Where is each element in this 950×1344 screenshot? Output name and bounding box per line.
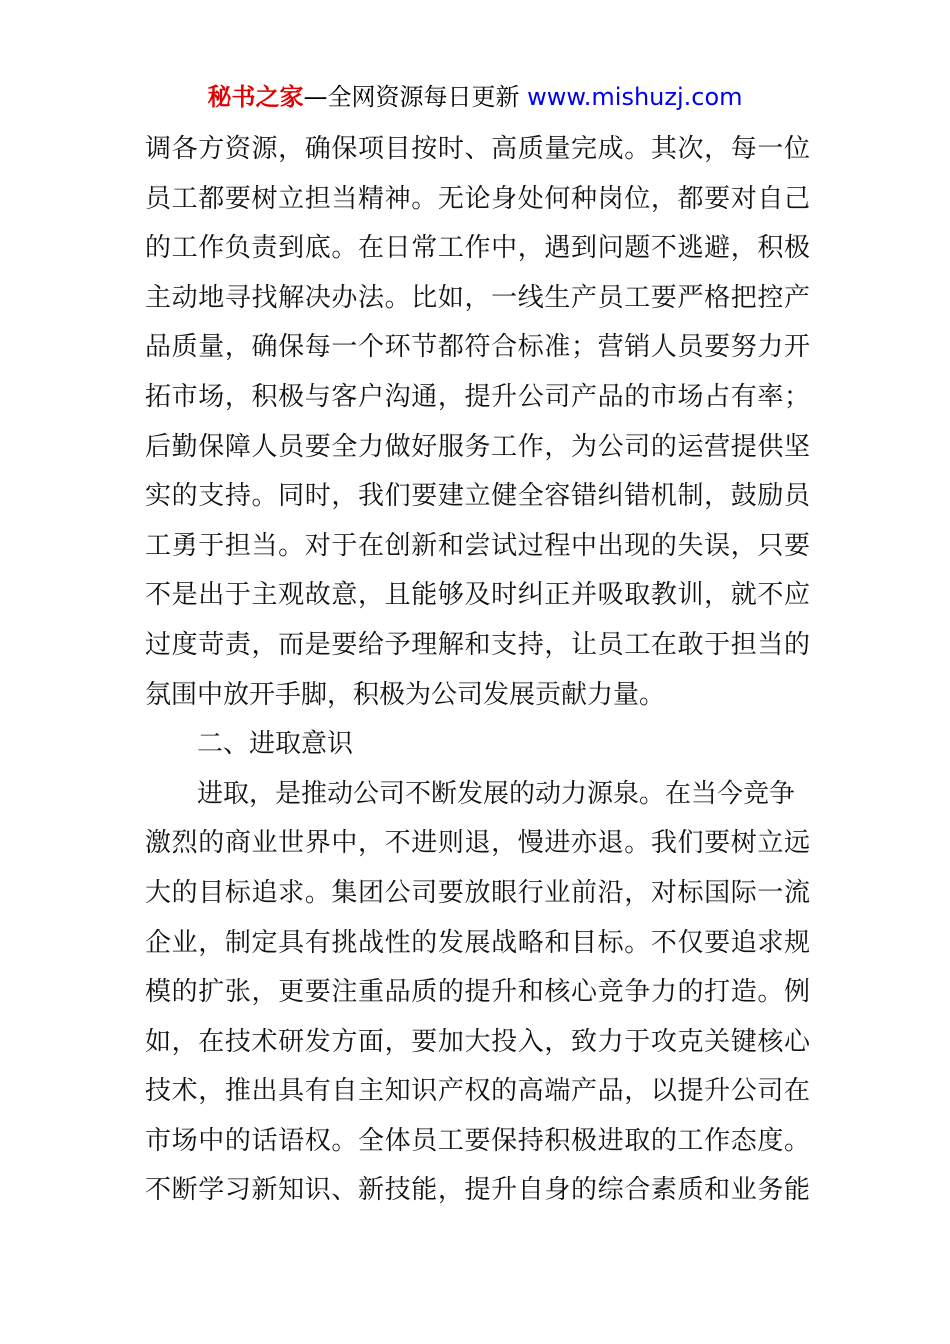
body-text xyxy=(145,125,810,1216)
text-line: 企业，制定具有挑战性的发展战略和目标。不仅要追求规 xyxy=(145,927,810,958)
text-line: 进取，是推动公司不断发展的动力源泉。在当今竞争 xyxy=(197,778,796,809)
text-line: 模的扩张，更要注重品质的提升和核心竞争力的打造。例 xyxy=(145,977,810,1008)
text-line: 市场中的话语权。全体员工要保持积极进取的工作态度。 xyxy=(145,1125,810,1156)
section-heading: 二、进取意识 xyxy=(197,729,354,760)
header-tagline: —全网资源每日更新 xyxy=(303,83,528,111)
text-line: 工勇于担当。对于在创新和尝试过程中出现的失误，只要 xyxy=(145,530,810,561)
page-header xyxy=(0,80,950,114)
text-line: 后勤保障人员要全力做好服务工作，为公司的运营提供坚 xyxy=(145,431,810,462)
text-line: 不断学习新知识、新技能，提升自身的综合素质和业务能 xyxy=(145,1175,810,1206)
text-line: 大的目标追求。集团公司要放眼行业前沿，对标国际一流 xyxy=(145,877,810,908)
text-line: 不是出于主观故意，且能够及时纠正并吸取教训，就不应 xyxy=(145,580,810,611)
text-line: 如，在技术研发方面，要加大投入，致力于攻克关键核心 xyxy=(145,1026,810,1057)
text-line: 调各方资源，确保项目按时、高质量完成。其次，每一位 xyxy=(145,134,810,164)
text-line: 实的支持。同时，我们要建立健全容错纠错机制，鼓励员 xyxy=(145,481,810,512)
text-line: 员工都要树立担当精神。无论身处何种岗位，都要对自己 xyxy=(145,183,810,214)
text-line: 激烈的商业世界中，不进则退，慢进亦退。我们要树立远 xyxy=(145,828,810,859)
text-line: 过度苛责，而是要给予理解和支持，让员工在敢于担当的 xyxy=(145,629,810,660)
site-url: www.mishuzj.com xyxy=(527,83,743,111)
text-line: 的工作负责到底。在日常工作中，遇到问题不逃避，积极 xyxy=(145,233,810,264)
brand-name: 秘书之家 xyxy=(207,83,304,111)
text-line: 技术，推出具有自主知识产权的高端产品，以提升公司在 xyxy=(145,1076,810,1107)
text-line: 主动地寻找解决办法。比如，一线生产员工要严格把控产 xyxy=(145,282,810,313)
text-line: 拓市场，积极与客户沟通，提升公司产品的市场占有率； xyxy=(145,381,810,412)
text-line: 品质量，确保每一个环节都符合标准；营销人员要努力开 xyxy=(145,332,810,363)
text-line: 氛围中放开手脚，积极为公司发展贡献力量。 xyxy=(145,679,666,710)
